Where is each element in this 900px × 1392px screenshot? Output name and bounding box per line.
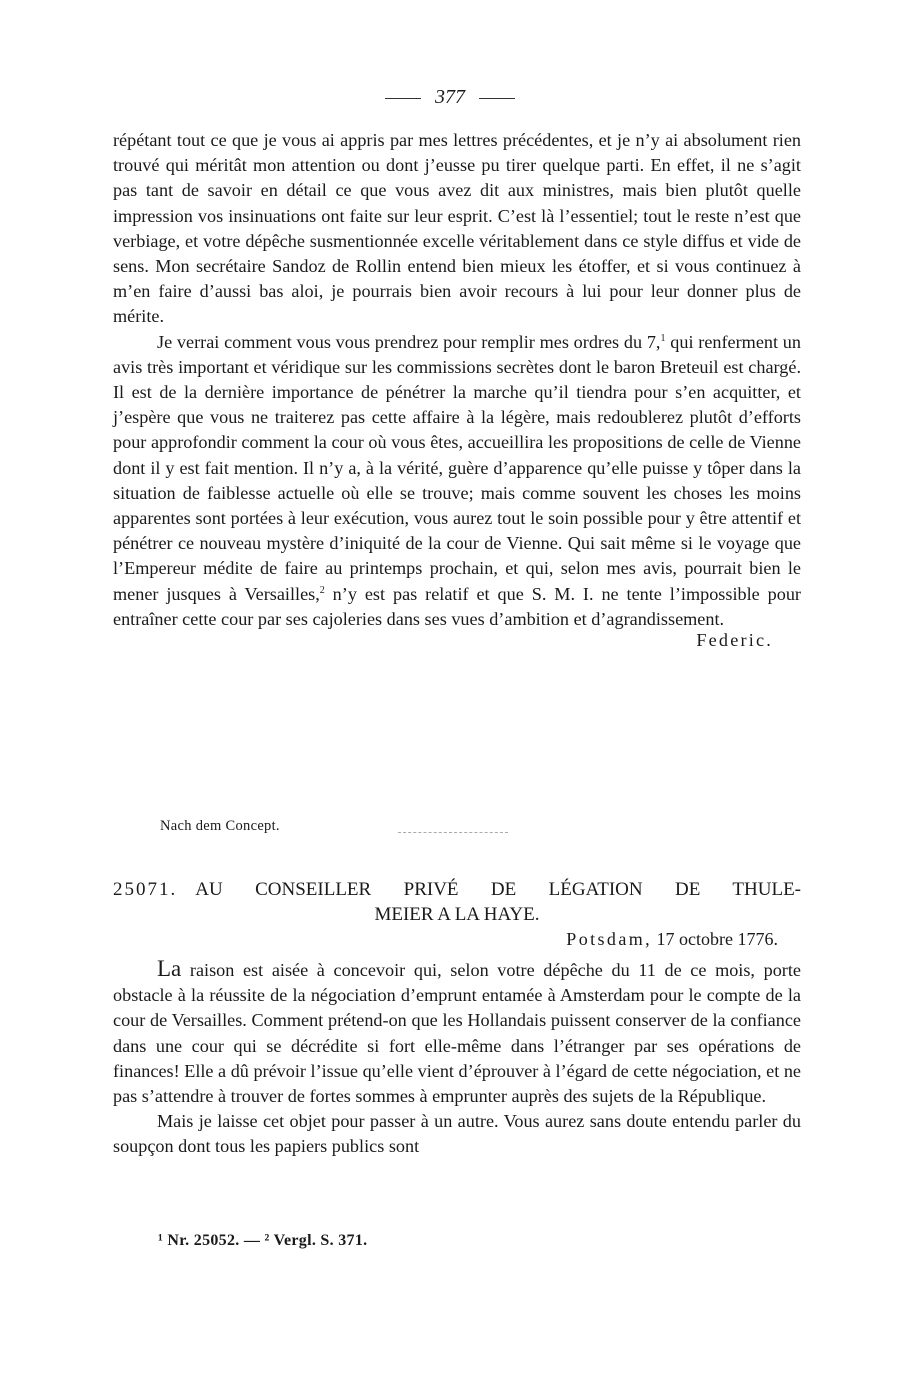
drop-cap: La (157, 956, 182, 981)
letter-number: 25071. (113, 879, 178, 900)
paragraph-text: n’y est pas relatif et que S. M. I. ne tente l’impossible pour entraîner cette cour par ses cajoleries dans ses vues d’ambition et d’agrandissement. (113, 583, 801, 629)
signature: Federic. (696, 630, 773, 651)
date: 17 octobre 1776. (656, 929, 778, 949)
source-note: Nach dem Concept. (160, 818, 280, 834)
section-divider (398, 832, 508, 833)
paragraph-text: qui renferment un avis très important et véridique sur les commissions secrètes dont le baron Breteuil est chargé. Il est de la dernière importance de pénétrer la marche qu’il tiendra pour s’en acquitter, et j’espère que vous ne traiterez pas cette affaire à la légère, mais redoublerez plutôt d’efforts pour approfondir comment la cour où vous êtes, accueillira les propositions de celle de Vienne dont il y est fait mention. Il n’y a, à la vérité, guère d’apparence qu’elle puisse y tôper dans la situation de faiblesse actuelle où elle se trouve; mais comme souvent les choses les moins apparentes sont portées à leur exécution, vous aurez tout le soin possible pour y être attentif et pénétrer ce nouveau mystère d’iniquité de la cour de Vienne. Qui sait même si le voyage que l’Empereur médite de faire au printemps prochain, et qui, selon mes avis, pourrait bien le mener jusques à Versailles, (113, 331, 801, 604)
footnotes: ¹ Nr. 25052. — ² Vergl. S. 371. (158, 1232, 368, 1249)
footnote-ref: 2 (319, 584, 325, 596)
paragraph: Mais je laisse cet objet pour passer à un autre. Vous aurez sans doute entendu parler du soupçon dont tous les papiers publics sont (113, 1111, 801, 1157)
page-header (0, 86, 900, 109)
paragraph-text: raison est aisée à concevoir qui, selon votre dépêche du 11 de ce mois, porte obstacle à la réussite de la négociation d’emprunt entamée à Amsterdam pour le compte de la cour de Versailles. Comment prétend-on que les Hollandais puissent conserver de la confiance dans une cour qui se décrédite si fort elle-même dans l’étranger par ses opérations de finances! Elle a dû prévoir l’issue qu’elle vient d’éprouver à l’égard de cette négociation, et ne pas s’attendre à trouver de fortes sommes à emprunter auprès des sujets de la République. (113, 960, 801, 1107)
header-rule-left (385, 98, 421, 99)
dateline (566, 929, 778, 950)
letter-continuation-body (113, 128, 801, 651)
header-rule-right (479, 98, 515, 99)
page-number: 377 (435, 86, 465, 108)
letter-heading (113, 877, 801, 927)
paragraph: répétant tout ce que je vous ai appris par mes lettres précédentes, et je n’y ai absolument rien trouvé qui méritât mon attention ou dont j’eusse pu tirer quelque parti. En effet, il ne s’agit pas tant de savoir en détail ce que vous avez dit aux ministres, mais bien plutôt quelle impression vos insinuations ont faite sur leur esprit. C’est là l’essentiel; tout le reste n’est que verbiage, et votre dépêche susmentionnée excelle véritablement dans ce style diffus et vide de sens. Mon secrétaire Sandoz de Rollin entend bien mieux les étoffer, et si vous continuez à m’en faire d’aussi bas aloi, je pourrais bien avoir recours à lui pour leur donner plus de mérite. (113, 130, 801, 327)
paragraph-text: Je verrai comment vous vous prendrez pour remplir mes ordres du 7, (157, 331, 661, 352)
heading-line-2: MEIER A LA HAYE. (374, 904, 540, 925)
paragraph (113, 330, 801, 632)
heading-text: AU CONSEILLER PRIVÉ DE LÉGATION DE THULE- (195, 879, 801, 900)
letter-body (113, 956, 801, 1160)
footnote-ref: 1 (660, 332, 666, 344)
heading-line-1 (113, 877, 801, 902)
paragraph (113, 956, 801, 1109)
place: Potsdam, (566, 929, 653, 949)
